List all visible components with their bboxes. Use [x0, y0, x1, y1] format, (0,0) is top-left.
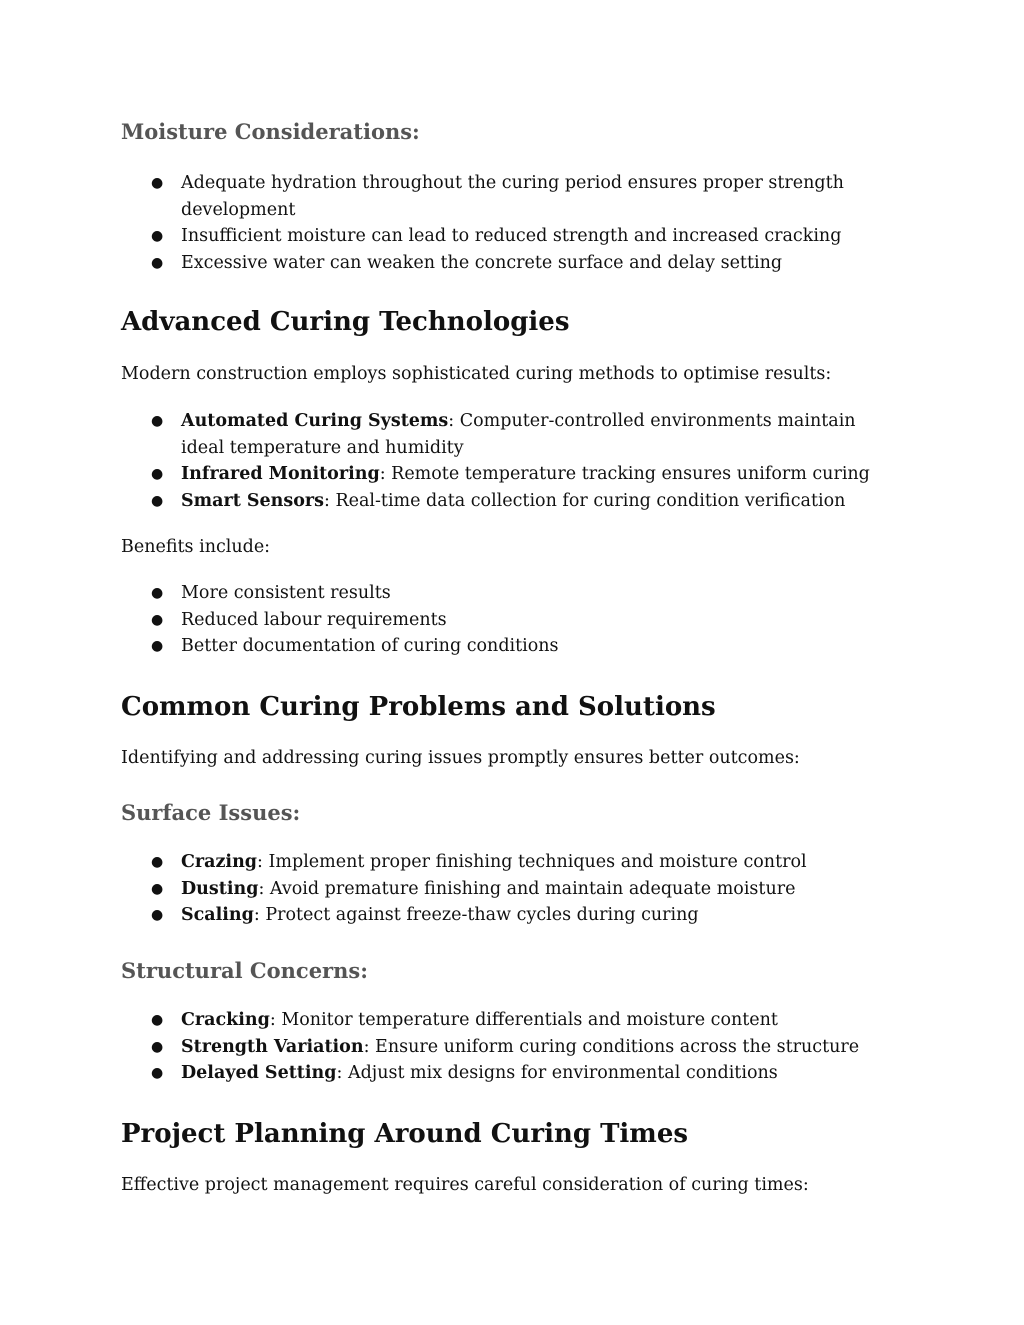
list-item: ● Insufficient moisture can lead to reduced strength and increased cracking	[121, 223, 881, 250]
list-item: ● Reduced labour requirements	[121, 607, 881, 634]
bullet-icon: ●	[151, 585, 164, 601]
surface-list	[121, 849, 881, 929]
bullet-icon: ●	[151, 1012, 164, 1028]
list-item: ● Crazing: Implement proper finishing techniques and moisture control	[121, 849, 881, 876]
heading-project-planning: Project Planning Around Curing Times	[121, 1119, 688, 1149]
bullet-icon: ●	[151, 1038, 164, 1055]
list-item: ● Excessive water can weaken the concrete surface and delay setting	[121, 250, 881, 277]
bullet-icon: ●	[151, 493, 164, 510]
planning-intro: Effective project management requires careful consideration of curing times:	[121, 1175, 809, 1195]
heading-structural-concerns: Structural Concerns:	[121, 958, 368, 983]
moisture-list	[121, 170, 881, 277]
structural-list	[121, 1007, 881, 1087]
bullet-icon: ●	[151, 466, 164, 483]
advanced-intro: Modern construction employs sophisticated curing methods to optimise results:	[121, 364, 832, 384]
bullet-icon: ●	[151, 611, 164, 628]
bullet-icon: ●	[151, 638, 164, 655]
problems-intro: Identifying and addressing curing issues promptly ensures better outcomes:	[121, 748, 800, 768]
list-item: ● Automated Curing Systems: Computer-controlled environments maintain ideal temperature and humidity	[121, 408, 881, 461]
advanced-list	[121, 408, 881, 515]
list-item: ● Smart Sensors: Real-time data collection for curing condition verification	[121, 488, 881, 515]
bullet-icon: ●	[151, 854, 164, 870]
list-item: ● More consistent results	[121, 580, 881, 607]
bullet-icon: ●	[151, 880, 164, 897]
bullet-icon: ●	[151, 1065, 164, 1082]
bullet-icon: ●	[151, 907, 164, 924]
list-item: ● Delayed Setting: Adjust mix designs for environmental conditions	[121, 1060, 881, 1087]
bullet-icon: ●	[151, 255, 164, 272]
list-item: ● Cracking: Monitor temperature differentials and moisture content	[121, 1007, 881, 1034]
list-item: ● Strength Variation: Ensure uniform curing conditions across the structure	[121, 1034, 881, 1061]
list-item: ● Dusting: Avoid premature finishing and maintain adequate moisture	[121, 876, 881, 903]
list-item: ● Adequate hydration throughout the curing period ensures proper strength development	[121, 170, 881, 223]
heading-surface-issues: Surface Issues:	[121, 800, 301, 825]
bullet-icon: ●	[151, 228, 164, 245]
bullet-icon: ●	[151, 175, 164, 191]
heading-advanced-curing: Advanced Curing Technologies	[121, 307, 570, 337]
list-item: ● Better documentation of curing conditions	[121, 633, 881, 660]
list-item: ● Scaling: Protect against freeze-thaw cycles during curing	[121, 902, 881, 929]
heading-moisture-considerations: Moisture Considerations:	[121, 119, 420, 144]
list-item: ● Infrared Monitoring: Remote temperature tracking ensures uniform curing	[121, 461, 881, 488]
benefits-list	[121, 580, 881, 660]
bullet-icon: ●	[151, 413, 164, 429]
heading-common-problems: Common Curing Problems and Solutions	[121, 692, 716, 722]
benefits-intro: Benefits include:	[121, 537, 271, 557]
